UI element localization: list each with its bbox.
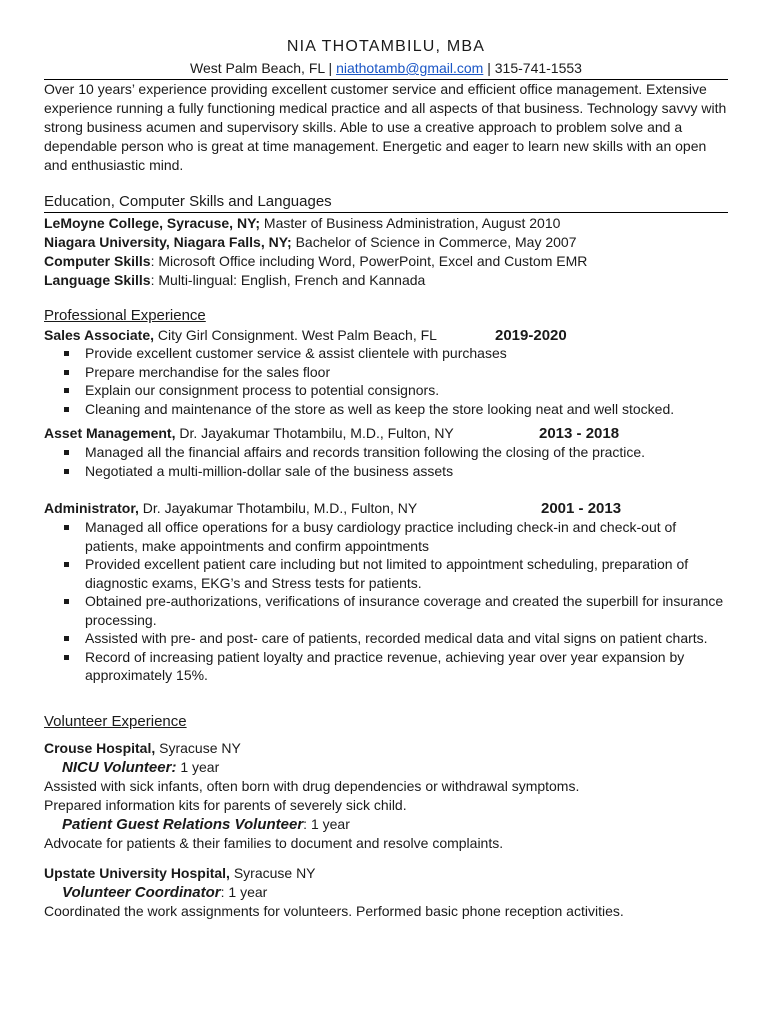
job-dates: 2013 - 2018 [539,425,620,442]
candidate-name: NIA THOTAMBILU, MBA [286,38,486,55]
education-heading: Education, Computer Skills and Languages [44,193,332,210]
contact-line [44,60,728,76]
volunteer-desc: Prepared information kits for parents of severely sick child. [44,797,407,813]
job-bullets [44,344,728,418]
volunteer-org-row [44,864,728,883]
education-divider [44,212,728,213]
skills-text: : Microsoft Office including Word, PowerPoint, Excel and Custom EMR [150,253,588,269]
volunteer-role: NICU Volunteer: [62,759,177,776]
education-text: Master of Business Administration, August 2010 [260,215,561,231]
volunteer-org: Crouse Hospital, [44,740,156,756]
job-org: City Girl Consignment. West Palm Beach, FL [154,327,437,343]
volunteer-desc: Assisted with sick infants, often born with drug dependencies or withdrawal symptoms. [44,778,580,794]
bullet-item: Managed all office operations for a busy cardiology practice including check-in and check-out of patients, make appointments and confirm appointments [44,518,728,555]
job-bullets [44,443,728,480]
volunteer-heading: Volunteer Experience [44,713,187,730]
job-title: Administrator, [44,500,139,516]
education-label: Niagara University, Niagara Falls, NY; [44,234,292,250]
bullet-item: Assisted with pre- and post- care of patients, recorded medical data and vital signs on patient charts. [44,629,728,648]
volunteer-role-row [44,883,746,902]
education-row [44,214,728,233]
education-row [44,233,728,252]
volunteer-role-row [44,815,746,834]
education-text: Bachelor of Science in Commerce, May 2007 [291,234,577,250]
job-org: Dr. Jayakumar Thotambilu, M.D., Fulton, NY [138,500,418,516]
skills-label: Computer Skills [44,253,151,269]
job-header [44,499,728,518]
job-header [44,424,728,443]
volunteer-city: Syracuse NY [155,740,241,756]
bullet-item: Obtained pre-authorizations, verifications of insurance coverage and created the superbill for insurance processing. [44,592,728,629]
education-label: LeMoyne College, Syracuse, NY; [44,215,261,231]
bullet-item: Provide excellent customer service & assist clientele with purchases [44,344,728,363]
job-dates: 2001 - 2013 [541,500,622,517]
phone: | 315-741-1553 [487,60,582,76]
job-bullets [44,518,728,685]
job-org: Dr. Jayakumar Thotambilu, M.D., Fulton, NY [175,425,454,441]
bullet-item: Prepare merchandise for the sales floor [44,363,728,382]
volunteer-city: Syracuse NY [229,865,316,881]
volunteer-role-row [44,758,746,777]
volunteer-org-row [44,739,728,758]
summary-paragraph: Over 10 years’ experience providing excellent customer service and efficient office management. Extensive experience running a fully functioning medical practice and all aspects of that business. Technology savvy with strong business acumen and supervisory skills. Able to use a creative approach to problem solve and a dependable person who is great at time management. Energetic and eager to learn new skills with an open and enthusiastic mind. [44,81,727,173]
bullet-item: Managed all the financial affairs and records transition following the closing of the practice. [44,443,728,462]
bullet-item: Negotiated a multi-million-dollar sale of the business assets [44,462,728,481]
bullet-item: Cleaning and maintenance of the store as well as keep the store looking neat and well stocked. [44,400,728,419]
volunteer-duration: : 1 year [303,816,350,832]
language-row [44,271,728,290]
skills-row [44,252,728,271]
experience-heading: Professional Experience [44,307,206,324]
language-text: : Multi-lingual: English, French and Kannada [150,272,426,288]
volunteer-org: Upstate University Hospital, [44,865,230,881]
job-header [44,326,728,345]
email-link[interactable]: niathotamb@gmail.com [336,60,484,76]
volunteer-duration: 1 year [176,759,220,775]
bullet-item: Record of increasing patient loyalty and practice revenue, achieving year over year expansion by approximately 15%. [44,648,728,685]
volunteer-duration: : 1 year [220,884,268,900]
bullet-item: Explain our consignment process to potential consignors. [44,381,728,400]
language-label: Language Skills [44,272,151,288]
job-dates: 2019-2020 [495,327,567,344]
bullet-item: Provided excellent patient care including but not limited to appointment scheduling, preparation of diagnostic exams, EKG’s and Stress tests for patients. [44,555,728,592]
location: West Palm Beach, FL | [190,60,333,76]
volunteer-desc: Advocate for patients & their families to document and resolve complaints. [44,835,504,851]
volunteer-role: Patient Guest Relations Volunteer [62,816,304,833]
volunteer-role: Volunteer Coordinator [62,884,221,901]
job-title: Asset Management, [44,425,176,441]
volunteer-desc: Coordinated the work assignments for volunteers. Performed basic phone reception activities. [44,903,624,919]
job-title: Sales Associate, [44,327,154,343]
